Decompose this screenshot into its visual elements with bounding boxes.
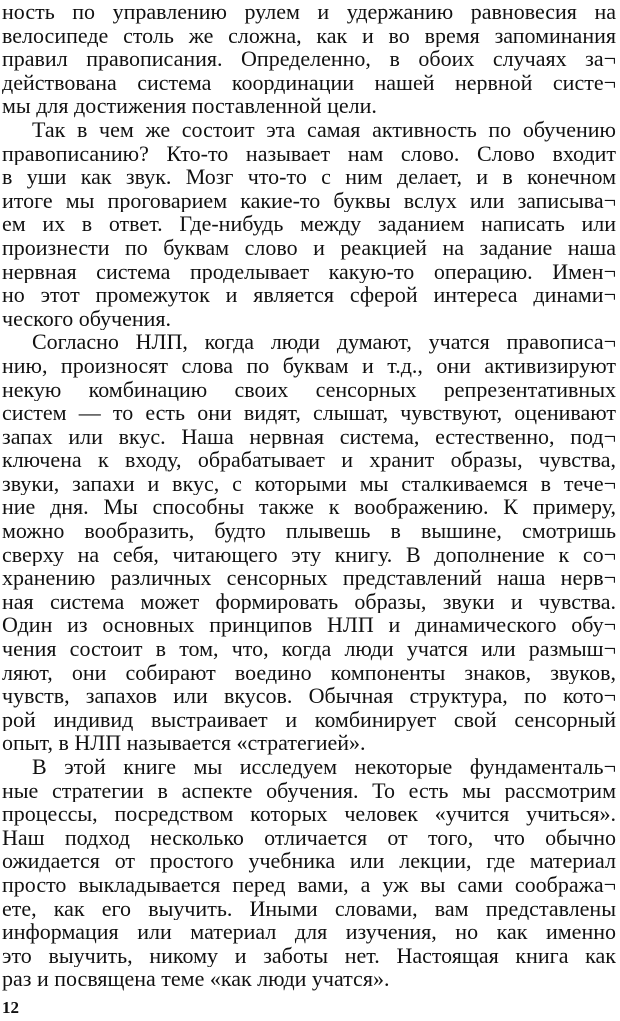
text-line: запах или вкус. Наша нервная система, естественно, под¬	[2, 424, 616, 449]
paragraph	[2, 330, 616, 755]
text-line: Наш подход несколько отличается от того, что обычно	[2, 825, 616, 850]
text-line: ете, как его выучить. Иными словами, вам представлены	[2, 896, 616, 921]
text-line: ческого обучения.	[2, 306, 172, 331]
text-line: процессы, посредством которых человек «учится учиться».	[2, 802, 616, 826]
text-line: Так в чем же состоит эта самая активность по обучению	[32, 117, 616, 142]
text-line: это выучить, никому и заботы нет. Настоящая книга как	[2, 943, 616, 968]
paragraph	[2, 118, 616, 330]
text-line: ключена к входу, обрабатывает и хранит образы, чувства,	[2, 448, 616, 472]
page-number: 12	[2, 998, 19, 1017]
text-line: нервная система проделывает какую-то операцию. Имен¬	[2, 259, 616, 284]
text-line: Согласно НЛП, когда люди думают, учатся правописа¬	[32, 330, 616, 354]
text-line: велосипеде столь же сложна, как и во время запоминания	[2, 23, 616, 48]
text-line: можно вообразить, будто плывешь в вышине, смотришь	[2, 519, 616, 543]
text-line: произнести по буквам слово и реакцией на задание наша	[2, 235, 616, 260]
text-line: опыт, в НЛП называется «стратегией».	[2, 731, 366, 755]
text-line: действована система координации нашей нервной систе¬	[2, 70, 616, 95]
text-line: хранению различных сенсорных представлений наша нерв¬	[2, 566, 616, 590]
text-line: но этот промежуток и является сферой интереса динами¬	[2, 283, 616, 307]
text-line: систем — то есть они видят, слышат, чувствуют, оценивают	[2, 401, 616, 425]
text-line: итоге мы проговарием какие-то буквы вслух или записыва¬	[2, 188, 616, 213]
text-line: мы для достижения поставленной цели.	[2, 94, 377, 118]
text-line: ем их в ответ. Где-нибудь между заданием написать или	[2, 212, 616, 236]
text-line: чения состоит в том, что, когда люди учатся или размыш¬	[2, 637, 616, 661]
text-line: сверху на себя, читающего эту книгу. В дополнение к со¬	[2, 542, 616, 567]
text-line: ляют, они собирают воедино компоненты знаков, звуков,	[2, 660, 616, 685]
text-line: правописанию? Кто-то называет нам слово. Слово входит	[2, 141, 616, 166]
text-line: правил правописания. Определенно, в обоих случаях за¬	[2, 47, 616, 71]
text-line: ная система может формировать образы, звуки и чувства.	[2, 589, 616, 614]
text-line: звуки, запахи и вкус, с которыми мы сталкиваемся в тече¬	[2, 471, 616, 496]
paragraph	[2, 755, 616, 991]
text-line: раз и посвящена теме «как люди учатся».	[2, 967, 390, 991]
text-line: рой индивид выстраивает и комбинирует свой сенсорный	[2, 707, 616, 732]
text-line: В этой книге мы исследуем некоторые фундаменталь¬	[32, 755, 616, 779]
text-line: ожидается от простого учебника или лекции, где материал	[2, 849, 616, 873]
text-line: ние дня. Мы способны также к воображению. К примеру,	[2, 495, 616, 520]
text-line: чувств, запахов или вкусов. Обычная структура, по кото¬	[2, 684, 616, 708]
text-line: некую комбинацию своих сенсорных репрезентативных	[2, 377, 616, 402]
text-line: Один из основных принципов НЛП и динамического обу¬	[2, 613, 616, 638]
paragraph	[2, 0, 616, 118]
text-line: информация или материал для изучения, но как именно	[2, 920, 616, 944]
text-line: ность по управлению рулем и удержанию равновесия на	[2, 0, 616, 24]
text-line: в уши как звук. Мозг что-то с ним делает, и в конечном	[2, 165, 616, 189]
page-body	[2, 0, 616, 991]
text-line: просто выкладывается перед вами, а уж вы сами сообража¬	[2, 872, 616, 897]
text-line: ные стратегии в аспекте обучения. То есть мы рассмотрим	[2, 778, 616, 803]
text-line: нию, произносят слова по буквам и т.д., они активизируют	[2, 353, 616, 378]
